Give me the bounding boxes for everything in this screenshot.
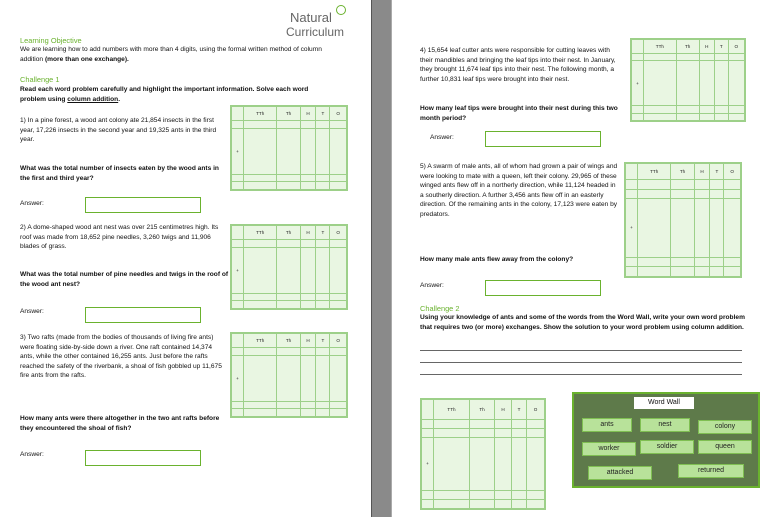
problem-1-question: What was the total number of insects eaten by the wood ants in the first and third year? bbox=[20, 165, 219, 182]
answer-label-2: Answer: bbox=[20, 308, 44, 315]
grid-2-header-h: H bbox=[300, 226, 316, 240]
word-colony: colony bbox=[698, 420, 752, 434]
answer-label-5: Answer: bbox=[420, 282, 444, 289]
grid-1-header-o: O bbox=[330, 107, 347, 121]
problem-5-question: How many male ants flew away from the colony? bbox=[420, 256, 574, 263]
challenge1-intro-end: . bbox=[118, 95, 121, 103]
grid-2-header-o: O bbox=[330, 226, 347, 240]
grid-3-header-h: H bbox=[300, 334, 316, 348]
grid-6-header-t: T bbox=[512, 400, 527, 420]
grid-3-header-th: Th bbox=[277, 334, 300, 348]
word-worker: worker bbox=[582, 442, 636, 456]
grid-2-header-th: Th bbox=[277, 226, 300, 240]
logo bbox=[286, 10, 345, 39]
grid-6-header-th: Th bbox=[470, 400, 495, 420]
grid-6-header-h: H bbox=[495, 400, 512, 420]
problem-5-text: 5) A swarm of male ants, all of whom had grown a pair of wings and were looking to mate with a queen, left their colony. 29,965 of these winged ants flew off in a northerly direction, while 11,124 headed in a southerly direction. A further 3,456 ants flew off in an easterly direction. Of the remaining ants in the colony, 17,123 were eaten by predators. bbox=[420, 163, 618, 218]
answer-box-4[interactable] bbox=[485, 131, 601, 147]
grid-6-header-o: O bbox=[527, 400, 545, 420]
grid-4-header-tth: TTh bbox=[644, 40, 677, 54]
grid-5-header-t: T bbox=[710, 164, 724, 180]
problem-4-text: 4) 15,654 leaf cutter ants were responsible for cutting leaves with their mandibles and bringing the leaf tips into their nest. In January, they brought 11,674 leaf tips into their nest. The following month, a further 10,831 leaf tips were brought into their nest. bbox=[420, 47, 616, 83]
objective-heading: Learning Objective bbox=[20, 36, 82, 45]
grid-1-header-t: T bbox=[316, 107, 330, 121]
grid-1-header-th: Th bbox=[277, 107, 300, 121]
grid-3-header-tth: TTh bbox=[244, 334, 277, 348]
grid-1-plus: + bbox=[232, 128, 244, 174]
problem-2-question: What was the total number of pine needles and twigs in the roof of the wood ant nest? bbox=[20, 271, 229, 288]
challenge2-text: Using your knowledge of ants and some of the words from the Word Wall, write your own word problem that requires two (or more) exchanges. Show the solution to your word problem using column addition. bbox=[420, 314, 745, 331]
right-page bbox=[392, 0, 765, 517]
column-grid-3[interactable] bbox=[230, 332, 348, 418]
problem-4-question: How many leaf tips were brought into their nest during this two month period? bbox=[420, 105, 618, 122]
grid-5-header-h: H bbox=[694, 164, 710, 180]
word-wall-title: Word Wall bbox=[634, 397, 694, 409]
column-grid-6[interactable] bbox=[420, 398, 546, 510]
grid-2-plus: + bbox=[232, 247, 244, 293]
problem-2-text: 2) A dome-shaped wood ant nest was over 215 centimetres high. Its roof was made from 18,652 pine needles, 3,260 twigs and 11,906 blades of grass. bbox=[20, 224, 219, 251]
grid-5-header-tth: TTh bbox=[638, 164, 671, 180]
challenge1-intro bbox=[20, 85, 335, 104]
grid-4-header-t: T bbox=[714, 40, 728, 54]
answer-box-2[interactable] bbox=[85, 307, 201, 323]
grid-4-plus: + bbox=[632, 61, 644, 106]
grid-5-header-o: O bbox=[724, 164, 741, 180]
challenge2-heading: Challenge 2 bbox=[420, 304, 460, 313]
problem-3-question: How many ants were there altogether in the two ant rafts before they encountered the shoal of fish? bbox=[20, 415, 220, 432]
grid-1-header-tth: TTh bbox=[244, 107, 277, 121]
grid-5-plus: + bbox=[626, 199, 638, 257]
writing-line-2[interactable] bbox=[420, 362, 742, 363]
logo-ant-icon bbox=[336, 5, 346, 15]
objective-text bbox=[20, 45, 340, 64]
challenge1-intro-underlined: column addition bbox=[67, 95, 119, 103]
word-ants: ants bbox=[582, 418, 632, 432]
column-grid-2[interactable] bbox=[230, 224, 348, 310]
answer-label-4: Answer: bbox=[430, 134, 454, 141]
problem-3-text: 3) Two rafts (made from the bodies of thousands of living fire ants) were floating side-by-side down a river. One raft contained 14,374 ants, while the other contained 16,255 ants. Just before the rafts reached the safety of the riverbank, a shoal of fish gobbled up 11,675 fire ants from the rafts. bbox=[20, 334, 222, 380]
word-soldier: soldier bbox=[640, 440, 694, 454]
word-attacked: attacked bbox=[588, 466, 652, 480]
grid-4-header-th: Th bbox=[676, 40, 699, 54]
objective-bold: (more than one exchange). bbox=[44, 55, 129, 63]
objective-body: We are learning how to add numbers with more than 4 digits, using the formal written method of column addition bbox=[20, 46, 322, 63]
column-grid-4[interactable] bbox=[630, 38, 746, 122]
grid-5-header-th: Th bbox=[671, 164, 694, 180]
grid-2-header-t: T bbox=[316, 226, 330, 240]
grid-3-plus: + bbox=[232, 355, 244, 401]
answer-box-3[interactable] bbox=[85, 450, 201, 466]
grid-2-header-tth: TTh bbox=[244, 226, 277, 240]
word-wall bbox=[572, 392, 760, 488]
grid-6-plus: + bbox=[422, 437, 434, 490]
answer-box-1[interactable] bbox=[85, 197, 201, 213]
logo-line2: Curriculum bbox=[286, 25, 345, 39]
grid-6-header-tth: TTh bbox=[434, 400, 470, 420]
page-gutter bbox=[371, 0, 392, 517]
column-grid-1[interactable] bbox=[230, 105, 348, 191]
logo-line1: Natural bbox=[290, 10, 332, 25]
grid-1-header-h: H bbox=[300, 107, 316, 121]
answer-label-3: Answer: bbox=[20, 451, 44, 458]
grid-3-header-t: T bbox=[316, 334, 330, 348]
grid-3-header-o: O bbox=[330, 334, 347, 348]
word-returned: returned bbox=[678, 464, 744, 478]
left-page bbox=[0, 0, 371, 517]
grid-4-header-o: O bbox=[728, 40, 744, 54]
grid-4-header-h: H bbox=[699, 40, 714, 54]
writing-line-1[interactable] bbox=[420, 350, 742, 351]
word-queen: queen bbox=[698, 440, 752, 454]
column-grid-5[interactable] bbox=[624, 162, 742, 278]
writing-line-3[interactable] bbox=[420, 374, 742, 375]
answer-label-1: Answer: bbox=[20, 200, 44, 207]
word-nest: nest bbox=[640, 418, 690, 432]
answer-box-5[interactable] bbox=[485, 280, 601, 296]
challenge1-heading: Challenge 1 bbox=[20, 75, 60, 84]
challenge1-intro-text: Read each word problem carefully and highlight the important information. Solve each word problem using bbox=[20, 86, 309, 103]
problem-1-text: 1) In a pine forest, a wood ant colony ate 21,854 insects in the first year, 17,226 insects in the second year and 19,325 ants in the third year. bbox=[20, 117, 217, 144]
